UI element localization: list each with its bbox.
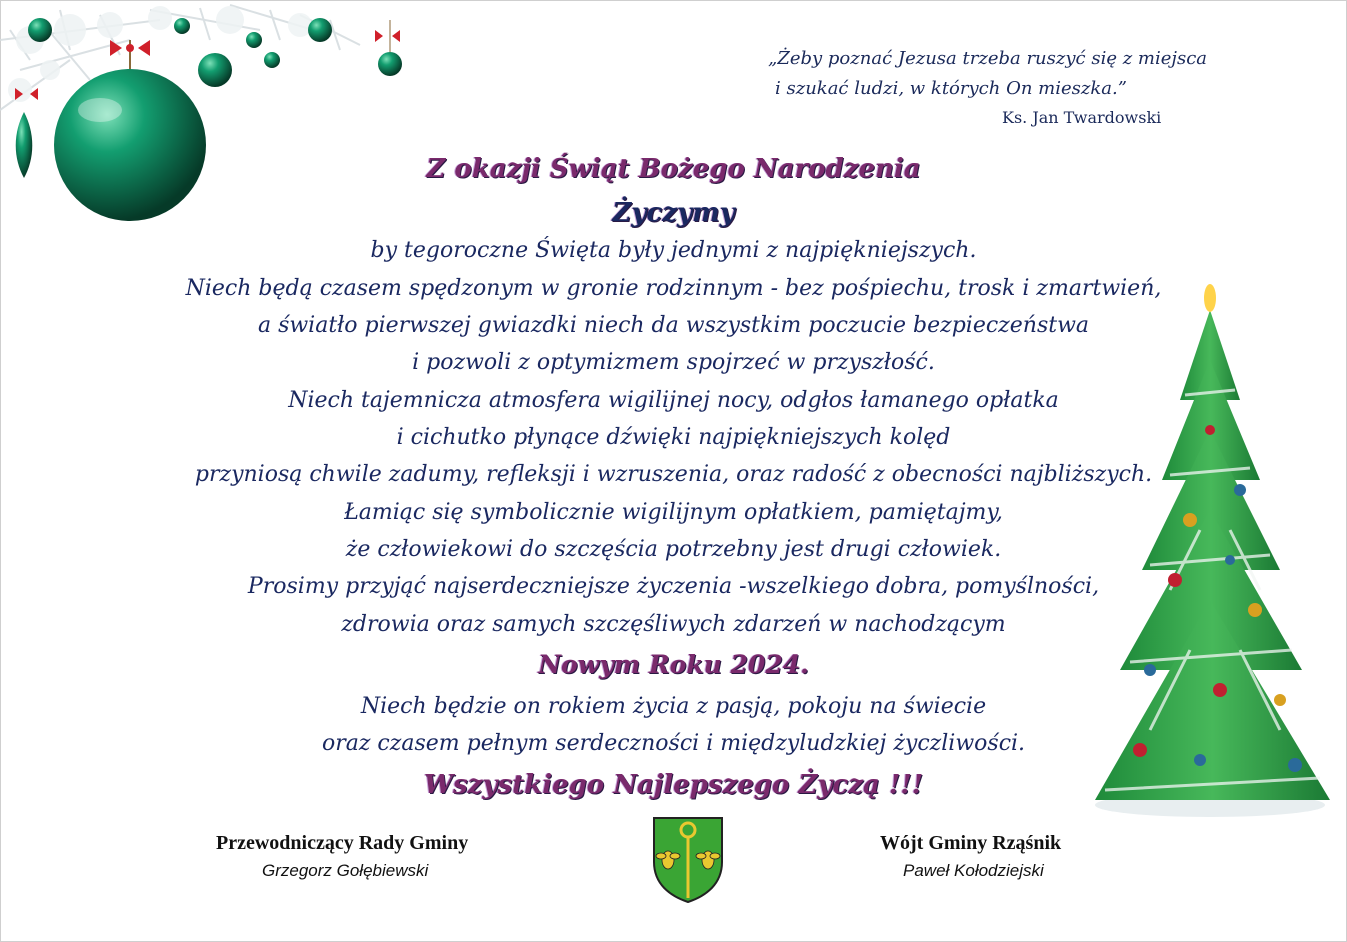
- right-signature-title: Wójt Gminy Rząśnik: [880, 832, 1062, 854]
- greeting-subheading: Życzymy: [612, 198, 735, 228]
- greeting-heading: Z okazji Świąt Bożego Narodzenia: [426, 154, 921, 184]
- greeting-line-5: Niech tajemnicza atmosfera wigilijnej nocy, odgłos łamanego opłatka: [288, 388, 1059, 413]
- quote-author: Ks. Jan Twardowski: [1002, 108, 1162, 127]
- greeting-line-3: a światło pierwszej gwiazdki niech da wszystkim poczucie bezpieczeństwa: [257, 313, 1090, 338]
- greeting-line-8: Łamiąc się symbolicznie wigilijnym opłatkiem, pamiętajmy,: [344, 500, 1003, 525]
- closing-heading: Wszystkiego Najlepszego Życzą !!!: [423, 770, 924, 800]
- new-year-heading: Nowym Roku 2024.: [538, 650, 809, 679]
- christmas-tree-icon: [1080, 230, 1340, 820]
- quote-line-1: „Żeby poznać Jezusa trzeba ruszyć się z miejsca: [768, 48, 1208, 69]
- greeting-line-9: że człowiekowi do szczęścia potrzebny jest drugi człowiek.: [345, 537, 1002, 562]
- municipality-coat-of-arms-icon: [650, 814, 726, 904]
- greeting-line-1: by tegoroczne Święta były jednymi z najpiękniejszych.: [370, 238, 977, 263]
- greeting-line-2: Niech będą czasem spędzonym w gronie rodzinnym - bez pośpiechu, trosk i zmartwień,: [185, 276, 1162, 301]
- greeting-line-7: przyniosą chwile zadumy, refleksji i wzruszenia, oraz radość z obecności najbliższych.: [194, 462, 1153, 487]
- greeting-line-11: zdrowia oraz samych szczęśliwych zdarzeń w nachodzącym: [341, 612, 1006, 637]
- greeting-line-6: i cichutko płynące dźwięki najpiękniejszych kolęd: [396, 425, 951, 450]
- left-signature-title: Przewodniczący Rady Gminy: [216, 832, 469, 854]
- greeting-line-4: i pozwoli z optymizmem spojrzeć w przyszłość.: [412, 350, 935, 375]
- right-signature-name: Paweł Kołodziejski: [903, 861, 1044, 880]
- quote-line-2: i szukać ludzi, w których On mieszka.”: [775, 78, 1127, 99]
- left-signature-name: Grzegorz Gołębiewski: [262, 861, 429, 880]
- greeting-line-13: oraz czasem pełnym serdeczności i międzyludzkiej życzliwości.: [321, 731, 1026, 756]
- greeting-line-12: Niech będzie on rokiem życia z pasją, pokoju na świecie: [360, 694, 987, 719]
- greeting-line-10: Prosimy przyjąć najserdeczniejsze życzenia -wszelkiego dobra, pomyślności,: [247, 574, 1100, 599]
